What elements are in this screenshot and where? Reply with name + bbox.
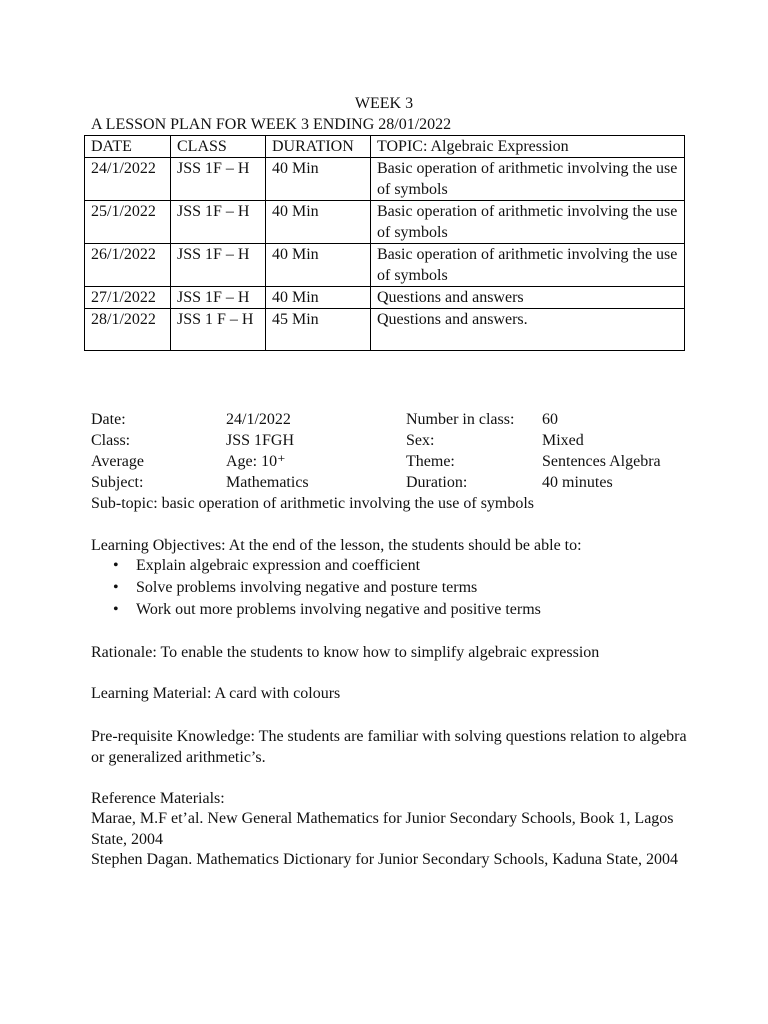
table-row [85, 158, 685, 201]
table-row [85, 244, 685, 287]
cell-duration: 40 Min [266, 287, 371, 309]
column-header-duration: DURATION [266, 136, 371, 158]
cell-duration: 40 Min [266, 158, 371, 201]
cell-date: 28/1/2022 [85, 309, 171, 351]
info-label: Duration: [406, 474, 468, 491]
cell-class: JSS 1F – H [171, 158, 266, 201]
bullet-icon: • [113, 601, 119, 618]
column-header-class: CLASS [171, 136, 266, 158]
info-label: Class: [91, 432, 131, 449]
reference-item: Stephen Dagan. Mathematics Dictionary for Junior Secondary Schools, Kaduna State, 2004 [91, 851, 678, 868]
list-item [91, 600, 541, 622]
cell-duration: 45 Min [266, 309, 371, 351]
objective-text: Work out more problems involving negative and positive terms [136, 601, 541, 618]
column-header-topic: TOPIC: Algebraic Expression [371, 136, 685, 158]
table-header-row [85, 136, 685, 158]
info-value: Mathematics [226, 474, 309, 491]
cell-topic: Basic operation of arithmetic involving the use of symbols [371, 158, 685, 201]
cell-topic: Questions and answers [371, 287, 685, 309]
bullet-icon: • [113, 579, 119, 596]
list-item [91, 578, 541, 600]
info-label: Date: [91, 411, 126, 428]
info-label: Average [91, 453, 144, 470]
table-row [85, 309, 685, 351]
learning-material: Learning Material: A card with colours [91, 685, 341, 702]
cell-date: 26/1/2022 [85, 244, 171, 287]
cell-duration: 40 Min [266, 244, 371, 287]
column-header-date: DATE [85, 136, 171, 158]
cell-date: 25/1/2022 [85, 201, 171, 244]
info-value: 24/1/2022 [226, 411, 291, 428]
cell-topic: Questions and answers. [371, 309, 685, 351]
info-label: Theme: [406, 453, 455, 470]
bullet-icon: • [113, 557, 119, 574]
cell-date: 27/1/2022 [85, 287, 171, 309]
cell-duration: 40 Min [266, 201, 371, 244]
info-value: Sentences Algebra [542, 453, 661, 470]
cell-class: JSS 1F – H [171, 201, 266, 244]
week-heading: WEEK 3 [354, 95, 414, 112]
info-label: Sex: [406, 432, 435, 449]
objectives-list [91, 556, 541, 622]
objective-text: Explain algebraic expression and coefficient [136, 557, 421, 574]
cell-class: JSS 1F – H [171, 287, 266, 309]
references-heading: Reference Materials: [91, 790, 225, 807]
rationale: Rationale: To enable the students to know how to simplify algebraic expression [91, 644, 600, 661]
info-value: 60 [542, 411, 558, 428]
lesson-plan-table [84, 135, 685, 351]
info-value: Mixed [542, 432, 584, 449]
objectives-intro: Learning Objectives: At the end of the lesson, the students should be able to: [91, 537, 582, 554]
info-value: Age: 10⁺ [226, 453, 286, 470]
info-value: JSS 1FGH [226, 432, 295, 449]
table-row [85, 287, 685, 309]
table-row [85, 201, 685, 244]
reference-item: Marae, M.F et’al. New General Mathematics for Junior Secondary Schools, Book 1, Lagos State, 2004 [91, 810, 674, 848]
info-label: Number in class: [406, 411, 515, 428]
cell-class: JSS 1F – H [171, 244, 266, 287]
cell-date: 24/1/2022 [85, 158, 171, 201]
prerequisite-knowledge: Pre-requisite Knowledge: The students are familiar with solving questions relation to algebra or generalized arithmetic’s. [91, 728, 687, 766]
list-item [91, 556, 541, 578]
cell-topic: Basic operation of arithmetic involving the use of symbols [371, 201, 685, 244]
objective-text: Solve problems involving negative and posture terms [136, 579, 478, 596]
subtopic: Sub-topic: basic operation of arithmetic involving the use of symbols [91, 495, 535, 512]
plan-title: A LESSON PLAN FOR WEEK 3 ENDING 28/01/2022 [91, 116, 452, 133]
info-value: 40 minutes [542, 474, 613, 491]
info-label: Subject: [91, 474, 144, 491]
cell-topic: Basic operation of arithmetic involving the use of symbols [371, 244, 685, 287]
cell-class: JSS 1 F – H [171, 309, 266, 351]
